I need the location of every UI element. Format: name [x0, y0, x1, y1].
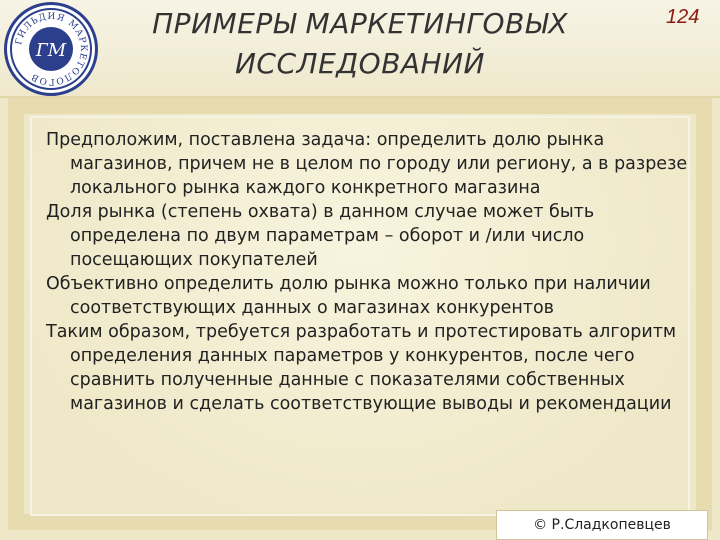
slide-title-line-2: ИССЛЕДОВАНИЙ — [234, 47, 485, 80]
copyright-label: © Р.Сладкопевцев — [496, 510, 708, 540]
logo-ring-text: ГИЛЬДИЯ МАРКЕТОЛОГОВ — [14, 11, 89, 87]
body-paragraph-3: Объективно определить долю рынка можно только при наличии соответствующих данных о магазинах конкурентов — [46, 274, 651, 318]
slide-title-line-1: ПРИМЕРЫ МАРКЕТИНГОВЫХ — [152, 7, 568, 40]
slide-title — [140, 4, 580, 84]
guild-logo — [4, 2, 98, 96]
body-paragraph-4: Таким образом, требуется разработать и протестировать алгоритм определения данных параметров у конкурентов, после чего сравнить полученные данные с показателями собственных магазинов и сделать соответствующие выводы и рекомендации — [46, 322, 677, 414]
slide-body — [46, 128, 706, 416]
slide-number: 124 — [666, 6, 700, 28]
guild-logo-icon — [7, 5, 95, 93]
body-paragraph-2: Доля рынка (степень охвата) в данном случае может быть определена по двум параметрам – оборот и /или число посещающих покупателей — [46, 202, 595, 270]
body-paragraph-1: Предположим, поставлена задача: определить долю рынка магазинов, причем не в целом по городу или региону, а в разрезе локального рынка каждого конкретного магазина — [46, 130, 688, 198]
logo-monogram: ГМ — [35, 40, 67, 61]
